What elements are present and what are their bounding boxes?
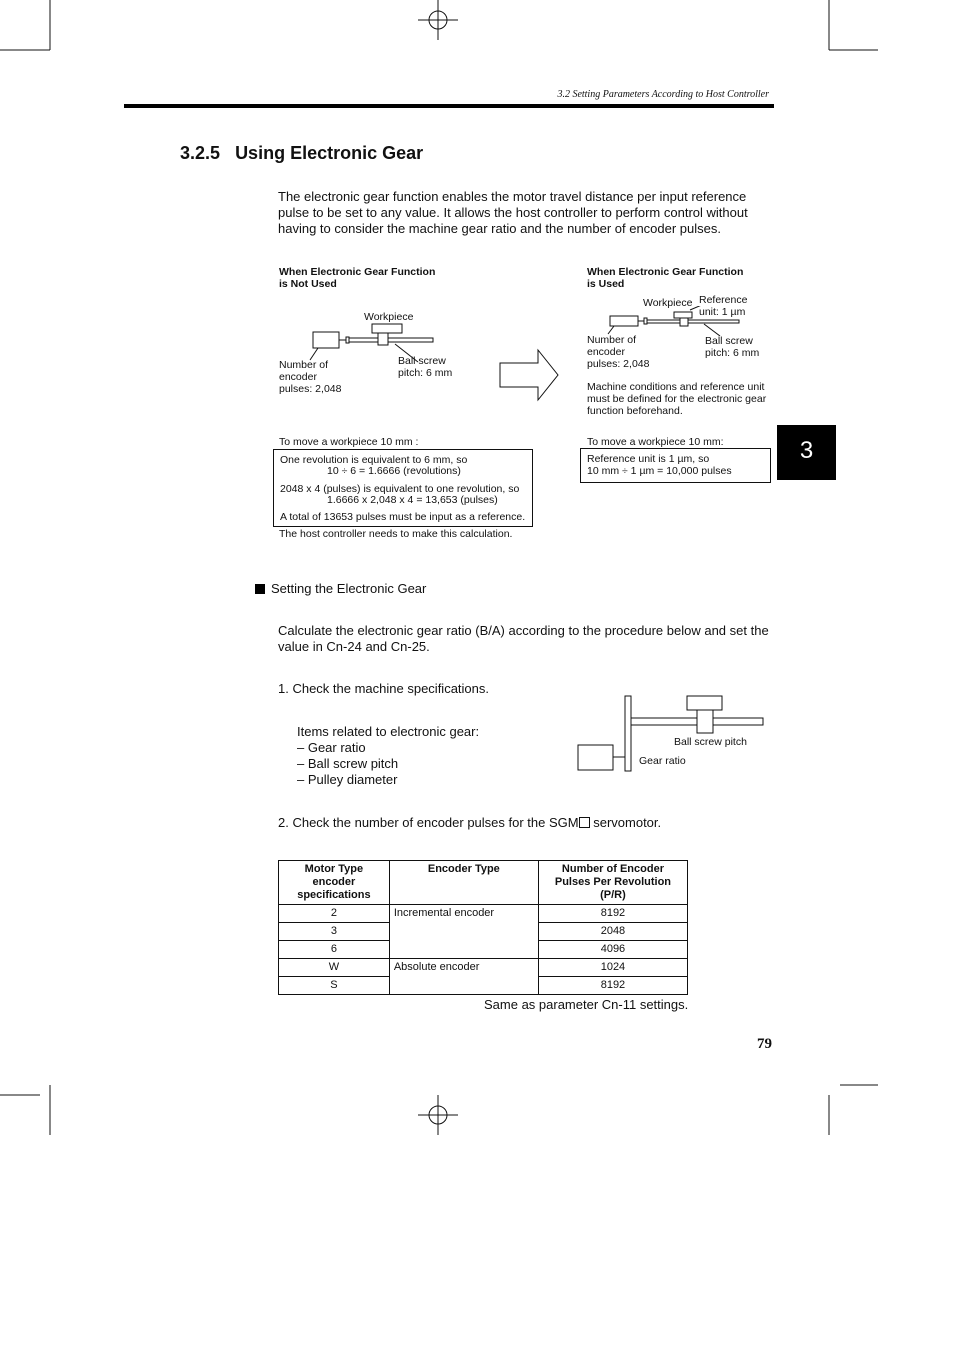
table-cell: 6 bbox=[279, 941, 390, 959]
table-cell: 4096 bbox=[538, 941, 687, 959]
step2-label: 2. Check the number of encoder pulses for the SGM servomotor. bbox=[278, 815, 662, 830]
step1-items: Items related to electronic gear: – Gear ratio – Ball screw pitch – Pulley diameter bbox=[297, 724, 480, 787]
right-encoder-label: Number of encoder pulses: 2,048 bbox=[587, 334, 650, 370]
left-calculation-box: One revolution is equivalent to 6 mm, so 10 ÷ 6 = 1.6666 (revolutions) 2048 x 4 (pulses) is equivalent to one revolution, so 1.6666 x 2,048 x 4 = 13,653 (pulses) A total of 13653 pulses must be input as a reference. bbox=[273, 449, 533, 527]
square-bullet-icon bbox=[255, 584, 265, 594]
right-note: Machine conditions and reference unit must be defined for the electronic gear function beforehand. bbox=[587, 381, 767, 417]
left-footnote: The host controller needs to make this calculation. bbox=[279, 528, 513, 540]
table-cell: 8192 bbox=[538, 905, 687, 923]
left-encoder-label: Number of encoder pulses: 2,048 bbox=[279, 359, 342, 395]
table-cell: 1024 bbox=[538, 959, 687, 977]
table-header-cell: Number of Encoder Pulses Per Revolution (P/R) bbox=[538, 861, 687, 905]
table-cell: 2 bbox=[279, 905, 390, 923]
table-cell: Incremental encoder bbox=[389, 905, 538, 959]
right-calculation-box: Reference unit is 1 µm, so 10 mm ÷ 1 µm = 10,000 pulses bbox=[580, 448, 771, 483]
table-row bbox=[279, 905, 688, 923]
square-glyph-icon bbox=[579, 817, 590, 828]
table-header-cell: Motor Type encoder specifications bbox=[279, 861, 390, 905]
table-cell: 2048 bbox=[538, 923, 687, 941]
table-note: Same as parameter Cn-11 settings. bbox=[484, 997, 689, 1012]
right-move-title: To move a workpiece 10 mm: bbox=[587, 436, 724, 448]
subheading bbox=[255, 581, 426, 597]
table-cell: W bbox=[279, 959, 390, 977]
section-title-text: Using Electronic Gear bbox=[235, 143, 424, 163]
table-header-row bbox=[279, 861, 688, 905]
chapter-tab: 3 bbox=[777, 425, 836, 480]
table-cell: 3 bbox=[279, 923, 390, 941]
left-move-title: To move a workpiece 10 mm : bbox=[279, 436, 419, 448]
header-rule bbox=[124, 104, 774, 108]
table-cell: 8192 bbox=[538, 977, 687, 995]
section-number: 3.2.5 bbox=[180, 143, 221, 163]
right-panel-heading: When Electronic Gear Function is Used bbox=[587, 266, 744, 290]
right-pitch-label: Ball screw pitch: 6 mm bbox=[705, 335, 760, 359]
running-header: 3.2 Setting Parameters According to Host Controller bbox=[557, 89, 769, 100]
intro-paragraph: The electronic gear function enables the motor travel distance per input reference pulse to be set to any value. It allows the host controller to perform control without having to consider the machine gear ratio and the number of encoder pulses. bbox=[278, 189, 748, 236]
left-workpiece-label: Workpiece bbox=[364, 311, 414, 323]
right-ballscrew-diagram bbox=[600, 306, 760, 336]
right-reference-label: Reference unit: 1 µm bbox=[699, 294, 748, 318]
table-cell: S bbox=[279, 977, 390, 995]
calc-intro: Calculate the electronic gear ratio (B/A) according to the procedure below and set the value in Cn-24 and Cn-25. bbox=[278, 623, 769, 654]
table-cell: Absolute encoder bbox=[389, 959, 538, 995]
left-panel-heading: When Electronic Gear Function is Not Used bbox=[279, 266, 436, 290]
table-row bbox=[279, 959, 688, 977]
right-workpiece-label: Workpiece bbox=[643, 297, 693, 309]
table-header-cell: Encoder Type bbox=[389, 861, 538, 905]
diagram-pitch-label: Ball screw pitch bbox=[674, 736, 747, 748]
encoder-table bbox=[278, 860, 688, 995]
subheading-text: Setting the Electronic Gear bbox=[271, 581, 427, 596]
diagram-gear-label: Gear ratio bbox=[639, 755, 686, 767]
step1-label: 1. Check the machine specifications. bbox=[278, 681, 489, 696]
page-number: 79 bbox=[757, 1036, 772, 1052]
left-pitch-label: Ball screw pitch: 6 mm bbox=[398, 355, 453, 379]
right-arrow-icon bbox=[498, 348, 562, 404]
section-title bbox=[180, 143, 423, 164]
